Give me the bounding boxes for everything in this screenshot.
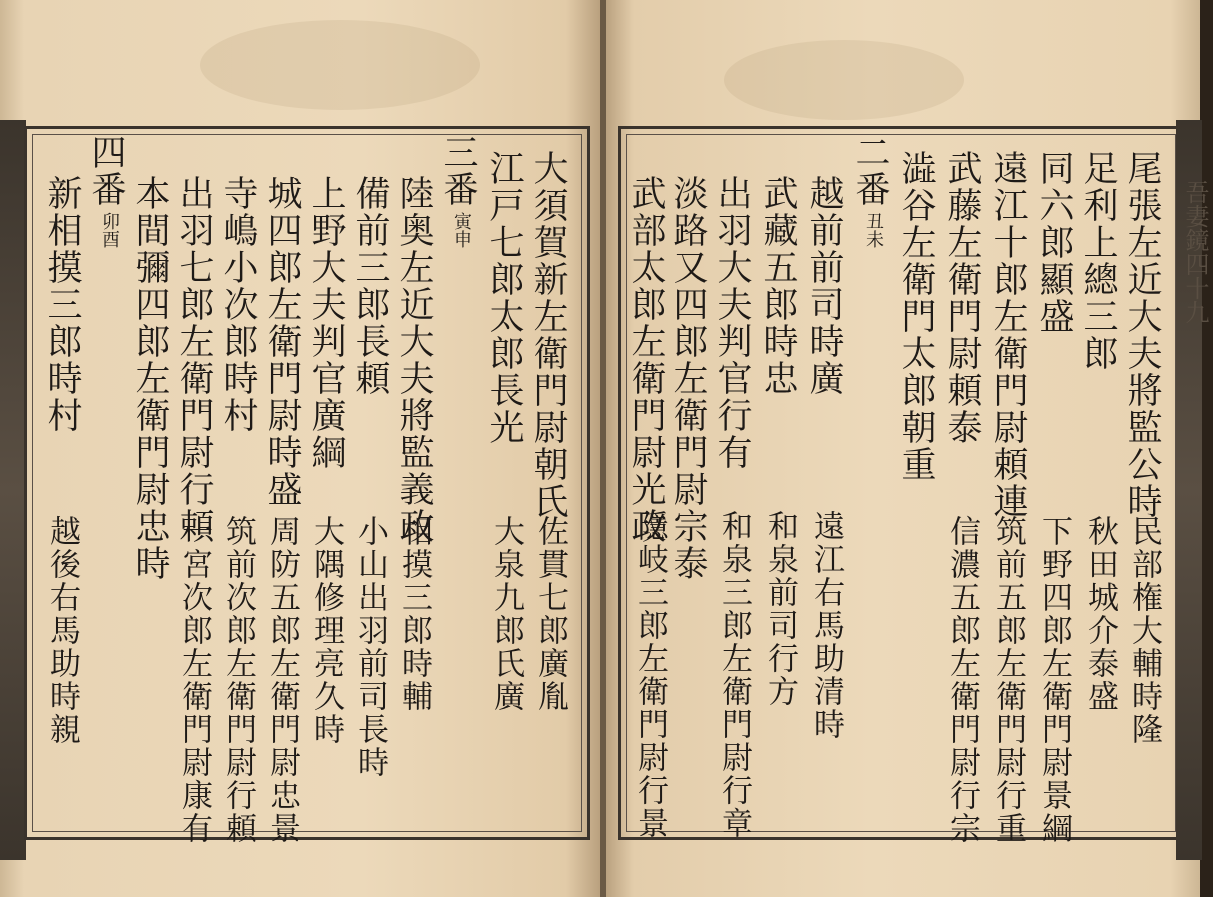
text-column: 周防五郎左衛門尉忠景 xyxy=(264,515,300,845)
right-page xyxy=(604,0,1209,897)
text-column: 小山出羽前司長時 xyxy=(352,515,388,779)
text-column: 武藤左衛門尉頼泰 xyxy=(942,150,982,446)
paper-stain xyxy=(200,20,480,110)
text-column: 大隅修理亮久時 xyxy=(308,515,344,746)
text-column: 和泉前司行方 xyxy=(762,510,798,708)
text-column: 秋田城介泰盛 xyxy=(1082,515,1118,713)
text-column: 江戸七郎太郎長光 xyxy=(484,150,524,446)
text-column: 出羽大夫判官行有 xyxy=(712,175,752,471)
text-column: 出羽七郎左衛門尉行頼 xyxy=(174,175,214,545)
text-column: 淡路又四郎左衛門尉宗泰 xyxy=(668,175,708,582)
text-column: 信濃五郎左衛門尉行宗 xyxy=(944,515,980,845)
text-column: 和泉三郎左衛門尉行章 xyxy=(716,510,752,840)
text-column: 下野四郎左衛門尉景綱 xyxy=(1036,515,1072,845)
zodiac-note: 丑未 xyxy=(863,212,884,248)
section-heading: 三番 xyxy=(438,134,478,208)
section-heading: 二番 xyxy=(850,134,890,208)
text-column: 新相摸三郎時村 xyxy=(42,175,82,434)
zodiac-note: 卯酉 xyxy=(99,212,120,248)
text-column: 武藏五郎時忠 xyxy=(758,175,798,397)
text-column: 城四郎左衛門尉時盛 xyxy=(262,175,302,508)
text-column: 越後右馬助時親 xyxy=(44,515,80,746)
text-column: 筑前次郎左衛門尉行頼 xyxy=(220,515,256,845)
zodiac-note: 寅申 xyxy=(451,212,472,248)
text-column: 寺嶋小次郎時村 xyxy=(218,175,258,434)
text-column: 澁谷左衛門太郎朝重 xyxy=(896,150,936,483)
text-column: 足利上總三郎 xyxy=(1078,150,1118,372)
text-column: 越前前司時廣 xyxy=(804,175,844,397)
edge-title: 吾妻鏡四十九 xyxy=(1181,180,1209,324)
text-column: 民部権大輔時隆 xyxy=(1126,515,1162,746)
text-column: 備前三郎長頼 xyxy=(350,175,390,397)
text-column: 佐貫七郎廣胤 xyxy=(532,515,568,713)
text-column: 大須賀新左衛門尉朝氏 xyxy=(528,150,568,520)
text-column: 相摸三郎時輔 xyxy=(396,515,432,713)
left-spine-edge xyxy=(0,120,26,860)
book-gutter xyxy=(600,0,606,897)
text-column: 尾張左近大夫將監公時 xyxy=(1122,150,1162,520)
text-column: 本間彌四郎左衛門尉忠時 xyxy=(130,175,170,582)
paper-stain xyxy=(724,40,964,120)
text-column: 武部太郎左衛門尉光政 xyxy=(626,175,666,545)
text-column: 遠江十郎左衛門尉頼連 xyxy=(988,150,1028,520)
text-column: 同六郎顯盛 xyxy=(1034,150,1074,335)
text-column: 上野大夫判官廣綱 xyxy=(306,175,346,471)
text-column: 隱岐三郎左衛門尉行景 xyxy=(632,510,668,840)
text-column: 筑前五郎左衛門尉行重 xyxy=(990,515,1026,845)
text-column: 一宮次郎左衛門尉康有 xyxy=(176,515,212,845)
left-page xyxy=(0,0,602,897)
text-column: 陸奥左近大夫將監義政 xyxy=(394,175,434,545)
section-heading: 四番 xyxy=(86,134,126,208)
text-column: 大泉九郎氏廣 xyxy=(488,515,524,713)
text-column: 遠江右馬助清時 xyxy=(808,510,844,741)
